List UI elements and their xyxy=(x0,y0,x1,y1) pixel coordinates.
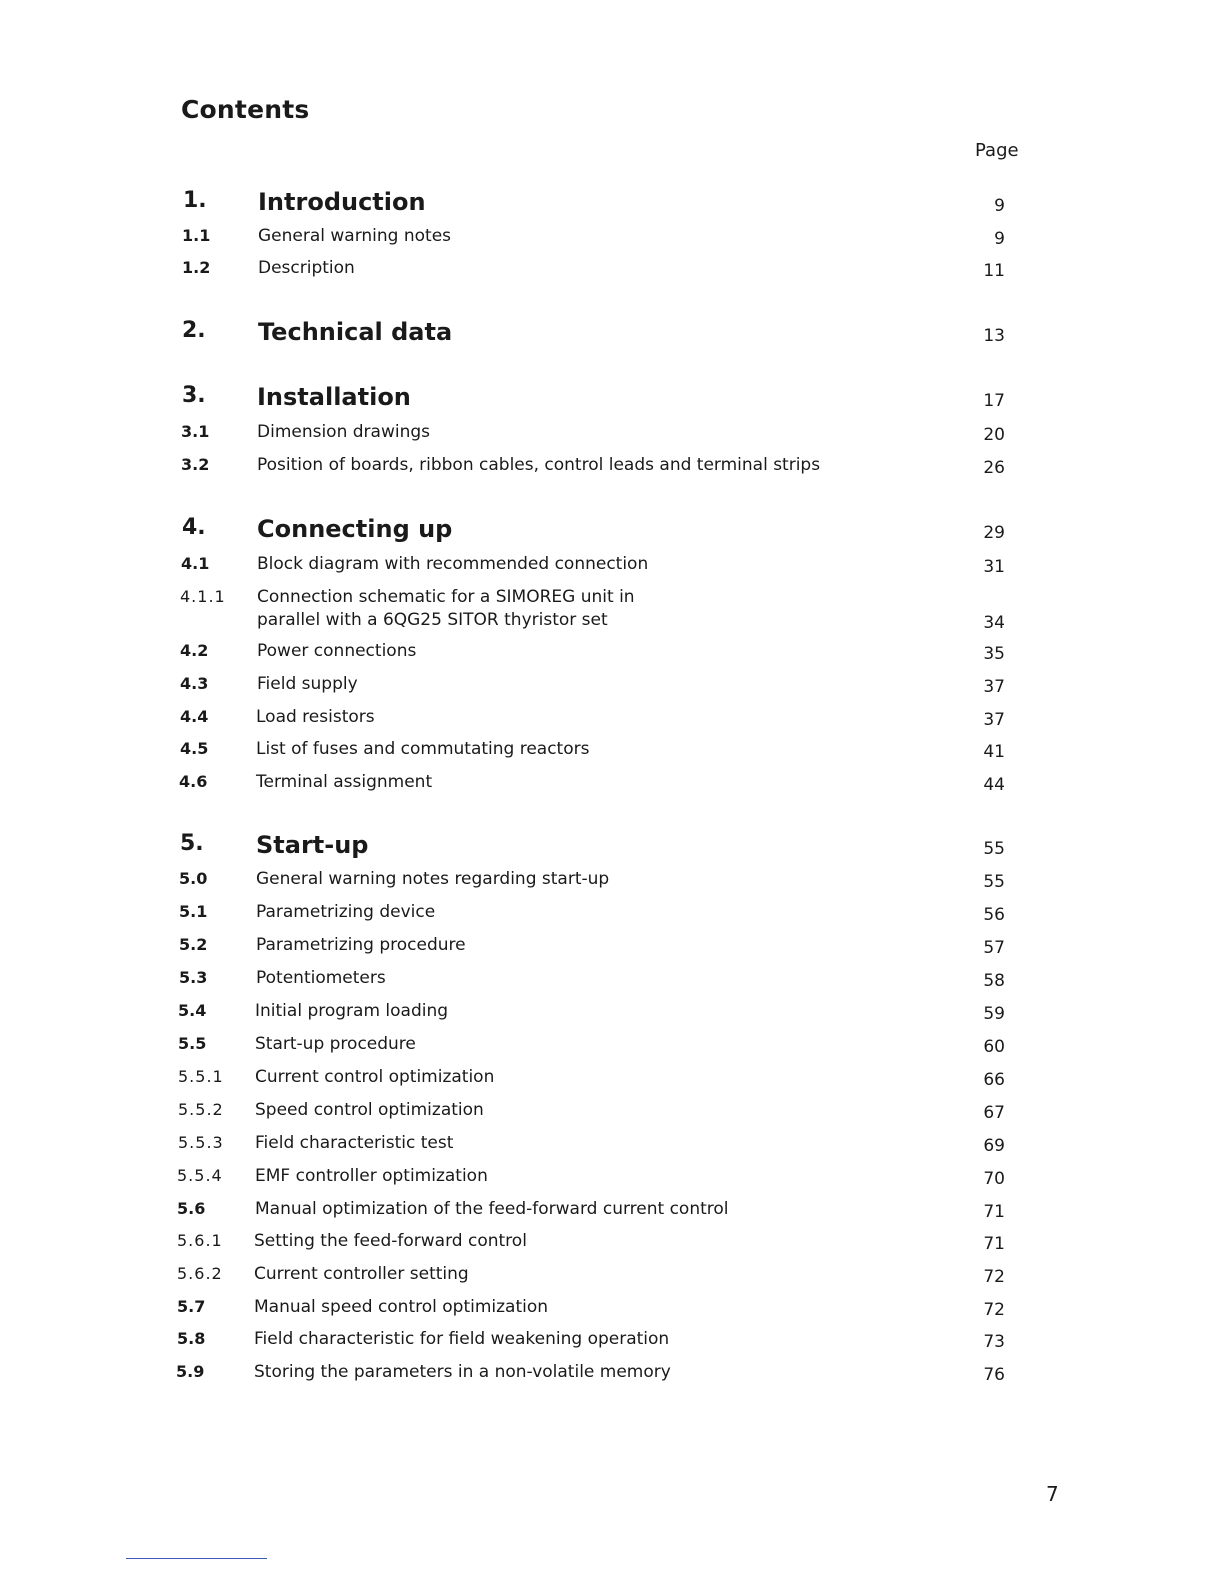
toc-entry-number: 4.2 xyxy=(180,641,209,660)
toc-entry-page: 67 xyxy=(983,1103,1005,1123)
toc-entry-page: 73 xyxy=(983,1332,1005,1352)
toc-entry-number: 5.2 xyxy=(179,935,208,954)
toc-entry-page: 9 xyxy=(994,196,1005,216)
toc-entry-title: Parametrizing procedure xyxy=(256,935,466,955)
toc-entry-title: Position of boards, ribbon cables, control leads and terminal strips xyxy=(257,455,821,475)
toc-entry-number: 4.1.1 xyxy=(180,587,226,606)
toc-entry-page: 37 xyxy=(983,677,1005,697)
toc-entry-number: 5.8 xyxy=(177,1329,206,1348)
toc-entry-number: 4. xyxy=(182,515,206,540)
toc-entry-page: 17 xyxy=(983,391,1005,411)
toc-entry-number: 5. xyxy=(180,831,204,856)
toc-entry-title: Field characteristic for field weakening operation xyxy=(254,1329,670,1349)
page-column-label: Page xyxy=(975,140,1019,161)
toc-entry-title: Power connections xyxy=(257,641,417,661)
toc-entry xyxy=(0,457,1224,497)
toc-entry-page: 70 xyxy=(983,1169,1005,1189)
toc-entry-page: 71 xyxy=(983,1234,1005,1254)
toc-entry-title: Connection schematic for a SIMOREG unit in parallel with a 6QG25 SITOR thyristor set xyxy=(257,587,635,630)
toc-entry xyxy=(0,587,1224,633)
toc-entry-title: Speed control optimization xyxy=(255,1100,484,1120)
toc-entry-number: 5.5.3 xyxy=(178,1133,224,1152)
toc-entry-page: 9 xyxy=(994,229,1005,249)
toc-entry-title: Technical data xyxy=(258,318,453,346)
toc-entry-number: 4.6 xyxy=(179,772,208,791)
toc-entry-number: 5.4 xyxy=(178,1001,207,1020)
toc-entry-number: 5.6.1 xyxy=(177,1231,223,1250)
toc-entry-title: Manual optimization of the feed-forward current control xyxy=(255,1199,729,1219)
toc-entry-title: Current controller setting xyxy=(254,1264,469,1284)
toc-entry-page: 57 xyxy=(983,938,1005,958)
toc-entry xyxy=(0,320,1224,360)
toc-entry-title: Field characteristic test xyxy=(255,1133,454,1153)
toc-entry-number: 5.6 xyxy=(177,1199,206,1218)
toc-entry-page: 44 xyxy=(983,775,1005,795)
toc-entry-number: 5.5.1 xyxy=(178,1067,224,1086)
toc-entry-page: 55 xyxy=(983,872,1005,892)
toc-entry-number: 3.1 xyxy=(181,422,210,441)
toc-entry-page: 60 xyxy=(983,1037,1005,1057)
toc-entry-number: 1.1 xyxy=(182,226,211,245)
toc-entry-number: 5.5.4 xyxy=(177,1166,223,1185)
toc-entry-title: Potentiometers xyxy=(256,968,386,988)
toc-entry-page: 76 xyxy=(983,1365,1005,1385)
toc-entry xyxy=(0,517,1224,557)
toc-entry-number: 5.6.2 xyxy=(177,1264,223,1283)
toc-entry-page: 13 xyxy=(983,326,1005,346)
toc-entry-page: 31 xyxy=(983,557,1005,577)
toc-entry xyxy=(0,190,1224,230)
toc-entry-number: 3.2 xyxy=(181,455,210,474)
toc-entry-title: Storing the parameters in a non-volatile memory xyxy=(254,1362,671,1382)
toc-entry-title: General warning notes xyxy=(258,226,452,246)
toc-entry-page: 34 xyxy=(983,613,1005,633)
toc-entry-page: 56 xyxy=(983,905,1005,925)
toc-entry-title: Introduction xyxy=(258,188,426,216)
toc-entry-title: General warning notes regarding start-up xyxy=(256,869,610,889)
toc-entry-title: Terminal assignment xyxy=(256,772,433,792)
toc-entry-page: 69 xyxy=(983,1136,1005,1156)
toc-entry-title: Block diagram with recommended connection xyxy=(257,554,649,574)
toc-entry-page: 35 xyxy=(983,644,1005,664)
toc-entry-page: 11 xyxy=(983,261,1005,281)
toc-entry-page: 58 xyxy=(983,971,1005,991)
toc-entry xyxy=(0,260,1224,300)
toc-entry xyxy=(0,1364,1224,1404)
toc-entry-number: 5.5.2 xyxy=(178,1100,224,1119)
toc-entry-number: 4.4 xyxy=(180,707,209,726)
toc-entry-number: 1. xyxy=(183,188,207,213)
toc-entry-title: Installation xyxy=(257,383,411,411)
toc-entry-title: Current control optimization xyxy=(255,1067,495,1087)
page-title: Contents xyxy=(181,95,310,124)
toc-entry-page: 26 xyxy=(983,458,1005,478)
toc-entry-title: Parametrizing device xyxy=(256,902,436,922)
toc-entry-number: 3. xyxy=(182,383,206,408)
toc-entry-page: 41 xyxy=(983,742,1005,762)
toc-entry-title: Load resistors xyxy=(256,707,375,727)
toc-entry-number: 1.2 xyxy=(182,258,211,277)
toc-entry-number: 4.5 xyxy=(180,739,209,758)
toc-entry-number: 5.3 xyxy=(179,968,208,987)
toc-entry-page: 72 xyxy=(983,1267,1005,1287)
toc-entry-page: 59 xyxy=(983,1004,1005,1024)
toc-entry-title: Initial program loading xyxy=(255,1001,449,1021)
toc-entry-title: EMF controller optimization xyxy=(255,1166,488,1186)
toc-entry-title: Field supply xyxy=(257,674,358,694)
toc-entry-number: 5.0 xyxy=(179,869,208,888)
toc-entry-title: Description xyxy=(258,258,355,278)
toc-entry-page: 20 xyxy=(983,425,1005,445)
toc-entry xyxy=(0,774,1224,814)
toc-entry-number: 5.9 xyxy=(176,1362,205,1381)
footer-page-number: 7 xyxy=(1046,1482,1059,1506)
toc-entry-title: Start-up procedure xyxy=(255,1034,416,1054)
toc-entry-number: 5.1 xyxy=(179,902,208,921)
toc-entry xyxy=(0,833,1224,873)
toc-entry-page: 29 xyxy=(983,523,1005,543)
toc-entry-number: 4.3 xyxy=(180,674,209,693)
toc-entry-page: 55 xyxy=(983,839,1005,859)
toc-entry-page: 66 xyxy=(983,1070,1005,1090)
toc-entry-number: 5.7 xyxy=(177,1297,206,1316)
toc-entry-title: List of fuses and commutating reactors xyxy=(256,739,590,759)
toc-entry xyxy=(0,385,1224,425)
toc-entry-number: 5.5 xyxy=(178,1034,207,1053)
toc-entry-title: Setting the feed-forward control xyxy=(254,1231,527,1251)
toc-entry-number: 4.1 xyxy=(181,554,210,573)
toc-entry-page: 71 xyxy=(983,1202,1005,1222)
toc-entry-number: 2. xyxy=(182,318,206,343)
toc-entry-title: Connecting up xyxy=(257,515,453,543)
toc-entry-title: Manual speed control optimization xyxy=(254,1297,549,1317)
toc-entry-page: 72 xyxy=(983,1300,1005,1320)
toc-entry-title: Dimension drawings xyxy=(257,422,431,442)
toc-entry-title: Start-up xyxy=(256,831,369,859)
toc-entry-page: 37 xyxy=(983,710,1005,730)
footer-rule xyxy=(126,1558,267,1559)
